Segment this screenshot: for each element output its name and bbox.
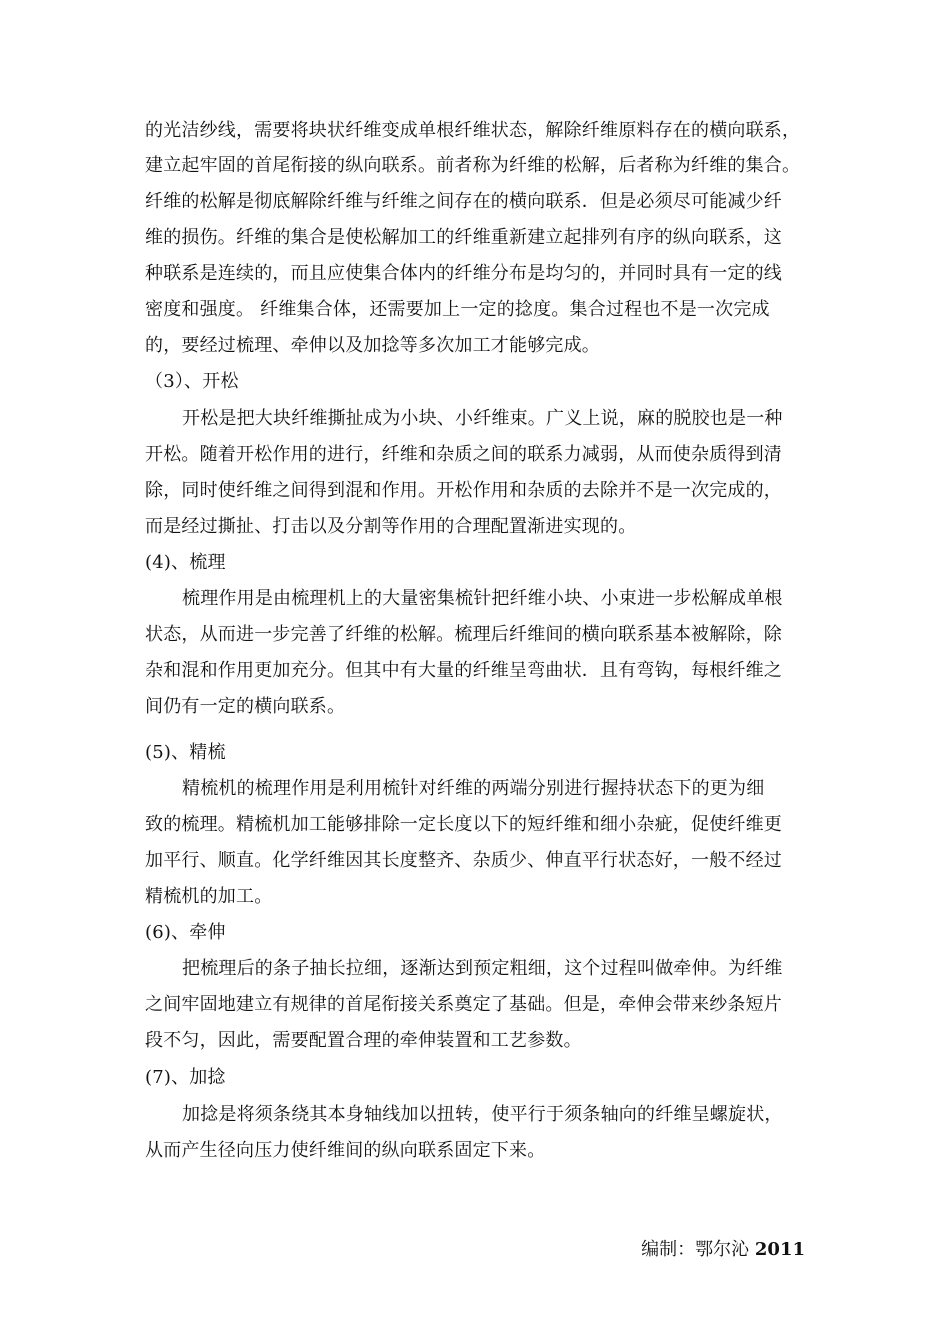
- paragraph-line: 段不匀，因此，需要配置合理的牵伸装置和工艺参数。: [145, 1030, 582, 1051]
- footer-author-label: 编制：鄂尔沁: [641, 1239, 755, 1260]
- section-heading-6: (6)、牵伸: [145, 922, 226, 943]
- paragraph-line: 精梳机的梳理作用是利用梳针对纤维的两端分别进行握持状态下的更为细: [182, 778, 765, 799]
- section-heading-4: (4)、梳理: [145, 552, 226, 573]
- paragraph-line: 纤维的松解是彻底解除纤维与纤维之间存在的横向联系．但是必须尽可能减少纤: [145, 191, 782, 212]
- paragraph-line: 开松。随着开松作用的进行，纤维和杂质之间的联系力减弱，从而使杂质得到清: [145, 444, 782, 465]
- paragraph-line: 维的损伤。纤维的集合是使松解加工的纤维重新建立起排列有序的纵向联系，这: [145, 227, 782, 248]
- paragraph-line: 的，要经过梳理、牵伸以及加捻等多次加工才能够完成。: [145, 335, 600, 356]
- page-footer: [641, 1238, 805, 1262]
- paragraph-line: 精梳机的加工。: [145, 886, 273, 907]
- paragraph-line: 之间牢固地建立有规律的首尾衔接关系奠定了基础。但是，牵伸会带来纱条短片: [145, 994, 782, 1015]
- paragraph-line: 杂和混和作用更加充分。但其中有大量的纤维呈弯曲状．且有弯钩，每根纤维之: [145, 660, 782, 681]
- section-heading-7: (7)、加捻: [145, 1067, 226, 1088]
- paragraph-line: 状态，从而进一步完善了纤维的松解。梳理后纤维间的横向联系基本被解除，除: [145, 624, 782, 645]
- paragraph-line: 种联系是连续的，而且应使集合体内的纤维分布是均匀的，并同时具有一定的线: [145, 263, 782, 284]
- paragraph-line: 开松是把大块纤维撕扯成为小块、小纤维束。广义上说，麻的脱胶也是一种: [182, 408, 783, 429]
- paragraph-line: 致的梳理。精梳机加工能够排除一定长度以下的短纤维和细小杂疵，促使纤维更: [145, 814, 782, 835]
- footer-year: 2011: [754, 1239, 805, 1260]
- paragraph-line: 间仍有一定的横向联系。: [145, 696, 346, 717]
- paragraph-line: 把梳理后的条子抽长拉细，逐渐达到预定粗细，这个过程叫做牵伸。为纤维: [182, 958, 783, 979]
- paragraph-line: 梳理作用是由梳理机上的大量密集梳针把纤维小块、小束进一步松解成单根: [182, 588, 783, 609]
- paragraph-line: 而是经过撕扯、打击以及分割等作用的合理配置渐进实现的。: [145, 516, 637, 537]
- paragraph-line: 从而产生径向压力使纤维间的纵向联系固定下来。: [145, 1140, 546, 1161]
- paragraph-line: 加捻是将须条绕其本身轴线加以扭转，使平行于须条轴向的纤维呈螺旋状，: [182, 1104, 783, 1125]
- section-heading-5: (5)、精梳: [145, 742, 226, 763]
- paragraph-line: 的光洁纱线，需要将块状纤维变成单根纤维状态，解除纤维原料存在的横向联系，: [145, 120, 801, 141]
- paragraph-line: 建立起牢固的首尾衔接的纵向联系。前者称为纤维的松解，后者称为纤维的集合。: [145, 155, 801, 176]
- paragraph-line: 除，同时使纤维之间得到混和作用。开松作用和杂质的去除并不是一次完成的，: [145, 480, 782, 501]
- paragraph-line: 加平行、顺直。化学纤维因其长度整齐、杂质少、伸直平行状态好，一般不经过: [145, 850, 782, 871]
- section-heading-3: （3）、开松: [145, 371, 239, 392]
- paragraph-line: 密度和强度。 纤维集合体，还需要加上一定的捻度。集合过程也不是一次完成: [145, 299, 770, 320]
